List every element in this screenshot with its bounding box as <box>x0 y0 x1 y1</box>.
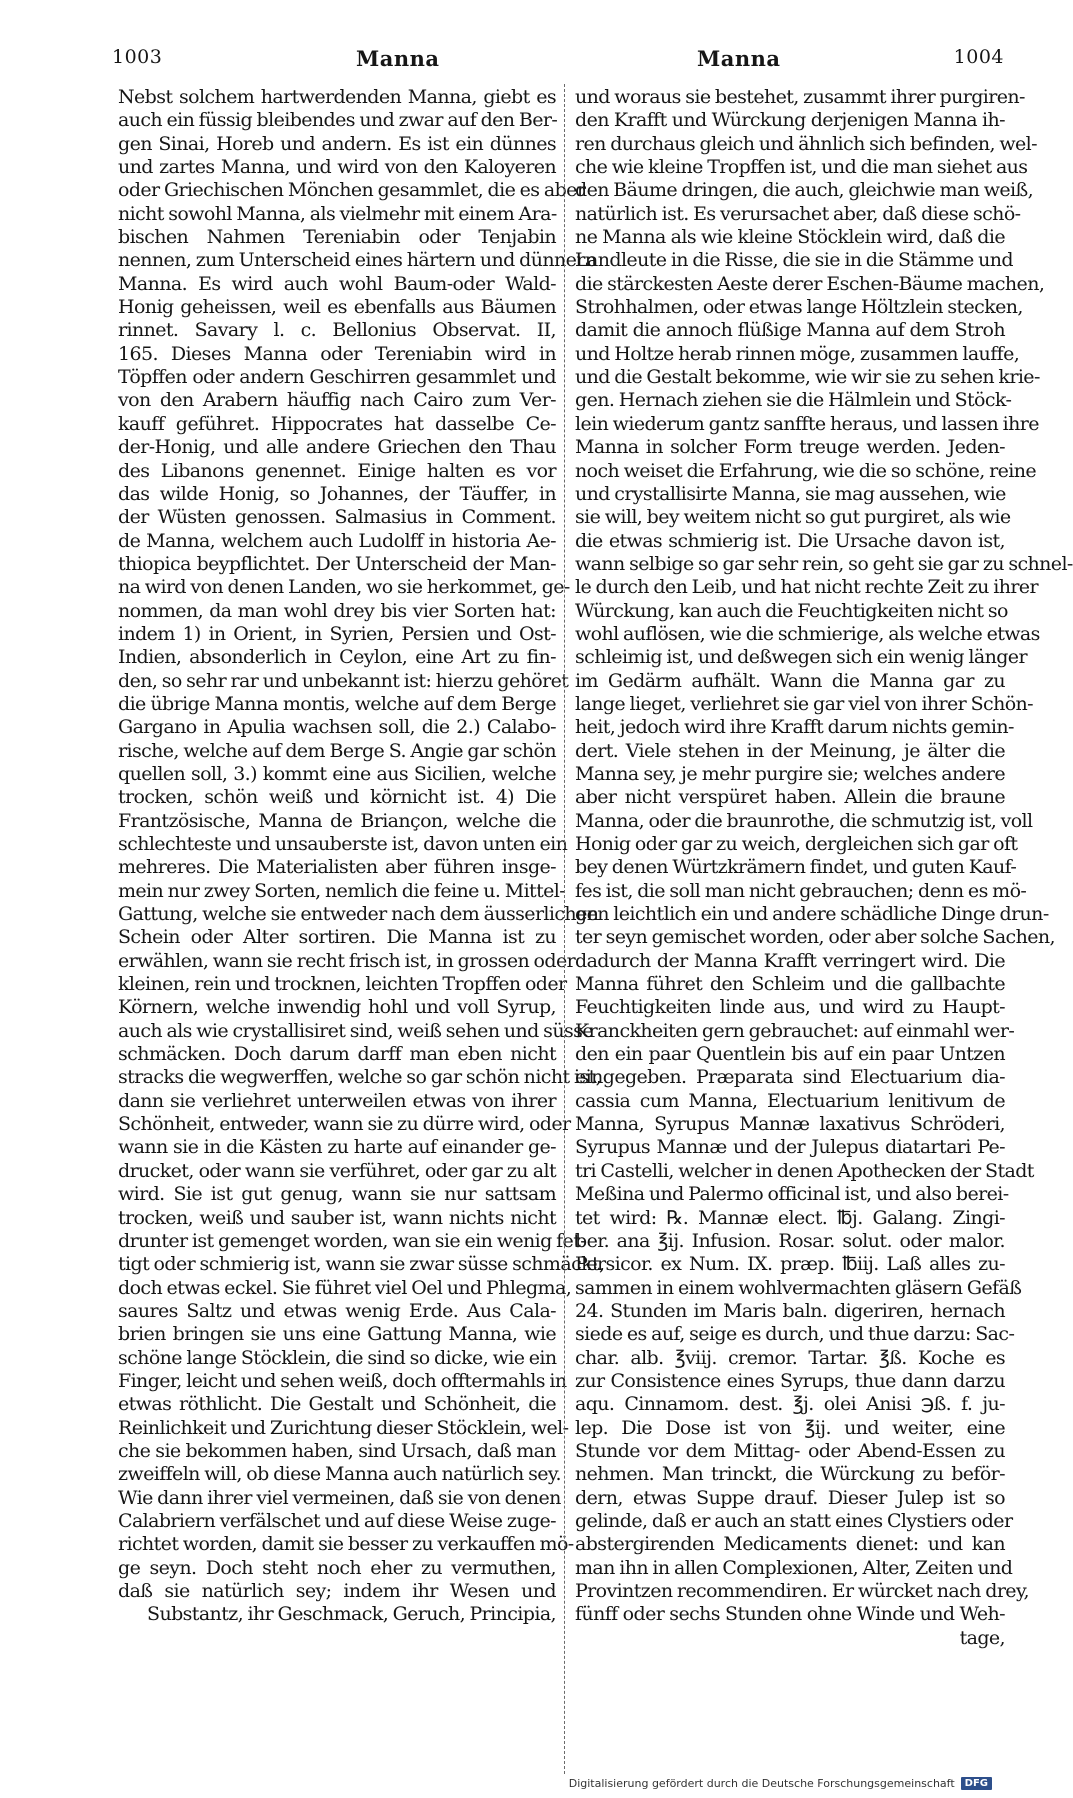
text-line: brien bringen sie uns eine Gattung Manna, wie <box>118 1323 556 1346</box>
text-line: Manna, Syrupus Mannæ laxativus Schröderi, <box>575 1113 1005 1136</box>
text-line: Syrupus Mannæ und der Julepus diatartari Pe- <box>575 1136 1005 1159</box>
text-line: rische, welche auf dem Berge S. Angie gar schön <box>118 739 556 762</box>
text-line: dadurch der Manna Krafft verringert wird. Die <box>575 949 1005 972</box>
text-line: Würckung, kan auch die Feuchtigkeiten nicht so <box>575 599 1008 622</box>
text-line: Manna sey, je mehr purgire sie; welches andere <box>575 762 1005 785</box>
text-line: sie will, bey weitem nicht so gut purgiret, als wie <box>575 506 1011 529</box>
text-line: gen leichtlich ein und andere schädliche Dinge drun- <box>575 903 1049 926</box>
text-line: wohl auflösen, wie die schmierige, als welche etwas <box>575 622 1040 645</box>
text-line: 24. Stunden im Maris baln. digeriren, hernach <box>575 1299 1005 1322</box>
text-line: etwas röthlicht. Die Gestalt und Schönheit, die <box>118 1393 556 1416</box>
text-line: thiopica beypflichtet. Der Unterscheid der Man- <box>118 552 556 575</box>
text-line: fes ist, die soll man nicht gebrauchen; denn es mö- <box>575 879 1027 902</box>
text-line: zur Consistence eines Syrups, thue dann darzu <box>575 1369 1005 1392</box>
text-line: auch ein füssig bleibendes und zwar auf den Ber- <box>118 109 558 132</box>
text-line: stracks die wegwerffen, welche so gar schön nicht ist, <box>118 1066 602 1089</box>
text-line: Nebst solchem hartwerdenden Manna, giebt es <box>118 86 556 108</box>
text-line: Finger, leicht und sehen weiß, doch offtermahls in <box>118 1369 567 1392</box>
text-line: und die Gestalt bekomme, wie wir sie zu sehen krie- <box>575 366 1040 389</box>
text-line: lein wiederum gantz sanffte heraus, und lassen ihre <box>575 412 1039 435</box>
page-header <box>112 40 1004 80</box>
text-line: drucket, oder wann sie verführet, oder gar zu alt <box>118 1159 556 1182</box>
text-line: Substantz, ihr Geschmack, Geruch, Principia, <box>147 1603 556 1626</box>
text-line: oder Griechischen Mönchen gesammlet, die es aber <box>118 179 586 202</box>
text-line: 165. Dieses Manna oder Tereniabin wird in <box>118 342 556 365</box>
text-line: che sie bekommen haben, sind Ursach, daß man <box>118 1439 556 1462</box>
text-line: eingegeben. Præparata sind Electuarium dia- <box>575 1066 1005 1089</box>
text-line: ne Manna als wie kleine Stöcklein wird, daß die <box>575 226 1005 249</box>
text-line: rinnet. Savary l. c. Bellonius Observat. II, <box>118 319 556 342</box>
text-line: dern, etwas Suppe drauf. Dieser Julep ist so <box>575 1486 1005 1509</box>
text-line: drunter ist gemenget worden, wan sie ein wenig fet- <box>118 1229 587 1252</box>
text-line: nommen, da man wohl drey bis vier Sorten hat: <box>118 599 556 622</box>
text-line: des Libanons genennet. Einige halten es vor <box>118 459 556 482</box>
text-line: mein nur zwey Sorten, nemlich die feine u. Mittel- <box>118 879 566 902</box>
text-line: Provintzen recommendiren. Er würcket nach drey, <box>575 1580 1029 1602</box>
text-line: gen. Hernach ziehen sie die Hälmlein und Stöck- <box>575 389 1012 412</box>
text-line: dann sie verliehret unterweilen etwas von ihrer <box>118 1089 556 1112</box>
text-line: Honig geheissen, weil es ebenfalls aus Bäumen <box>118 296 556 319</box>
text-line: Indien, absonderlich in Ceylon, eine Art zu fin- <box>118 646 556 669</box>
text-line: daß sie natürlich sey; indem ihr Wesen und <box>118 1580 556 1602</box>
page-number-right: 1004 <box>953 46 1004 68</box>
running-title-right: Manna <box>697 46 781 71</box>
text-column-right <box>575 86 1073 1762</box>
text-line: indem 1) in Orient, in Syrien, Persien und Ost- <box>118 622 556 645</box>
text-line: schmäcken. Doch darum darff man eben nicht <box>118 1043 556 1066</box>
text-line: die stärckesten Aeste derer Eschen-Bäume machen, <box>575 272 1045 295</box>
text-line: tri Castelli, welcher in denen Apothecken der Stadt <box>575 1159 1034 1182</box>
text-line: trocken, schön weiß und körnicht ist. 4) Die <box>118 786 556 809</box>
text-line: den, so sehr rar und unbekannt ist: hierzu gehöret <box>118 669 569 692</box>
text-line: zweiffeln will, ob diese Manna auch natürlich sey. <box>118 1463 561 1486</box>
text-line: Frantzösische, Manna de Briançon, welche die <box>118 809 556 832</box>
text-line: Manna in solcher Form treuge werden. Jeden- <box>575 436 1005 459</box>
text-line: Honig oder gar zu weich, dergleichen sich gar oft <box>575 833 1018 855</box>
text-line: Feuchtigkeiten linde aus, und wird zu Haupt- <box>575 996 1005 1019</box>
text-line: quellen soll, 3.) kommt eine aus Sicilien, welche <box>118 762 556 785</box>
text-line: Schein oder Alter sortiren. Die Manna ist zu <box>118 926 556 949</box>
text-line: schlechteste und unsauberste ist, davon unten ein <box>118 833 568 855</box>
text-line: erwählen, wann sie recht frisch ist, in grossen oder <box>118 949 576 972</box>
text-line: fünff oder sechs Stunden ohne Winde und Weh- <box>575 1603 1005 1626</box>
text-line: kleinen, rein und trocknen, leichten Tropffen oder <box>118 973 567 996</box>
text-line: wann selbige so gar sehr rein, so geht sie gar zu schnel- <box>575 552 1073 575</box>
text-line: Reinlichkeit und Zurichtung dieser Stöcklein, wel- <box>118 1416 569 1439</box>
text-line: ter seyn gemischet worden, oder aber solche Sachen, <box>575 926 1055 949</box>
text-line: auch als wie crystallisiret sind, weiß sehen und süsse <box>118 1019 593 1042</box>
text-line: schöne lange Stöcklein, die sind so dicke, wie ein <box>118 1346 557 1369</box>
text-line: aber nicht verspüret haben. Allein die braune <box>575 786 1005 809</box>
text-line: gelinde, daß er auch an statt eines Clystiers oder <box>575 1509 1013 1532</box>
text-line: damit die annoch flüßige Manna auf dem Stroh <box>575 319 1005 342</box>
text-line: Manna, oder die braunrothe, die schmutzig ist, voll <box>575 809 1033 832</box>
digitization-footer <box>569 1777 992 1790</box>
text-line: na wird von denen Landen, wo sie herkommet, ge- <box>118 576 570 599</box>
text-line: dert. Viele stehen in der Meinung, je älter die <box>575 739 1005 762</box>
text-line: Gattung, welche sie entweder nach dem äusserlichen <box>118 903 599 926</box>
text-line: nicht sowohl Manna, als vielmehr mit einem Ara- <box>118 202 557 225</box>
text-line: richtet worden, damit sie besser zu verkauffen mö- <box>118 1533 574 1556</box>
text-line: Persicor. ex Num. IX. præp. ℔iij. Laß alles zu- <box>575 1253 1005 1276</box>
text-line: das wilde Honig, so Johannes, der Täuffer, in <box>118 482 556 505</box>
text-line: den Krafft und Würckung derjenigen Manna ih- <box>575 109 1005 132</box>
text-line: lep. Die Dose ist von ℥ij. und weiter, eine <box>575 1416 1005 1439</box>
text-line: Calabriern verfälschet und auf diese Weise zuge- <box>118 1509 556 1532</box>
text-line: kauff geführet. Hippocrates hat dasselbe Ce- <box>118 412 556 435</box>
text-line: Manna. Es wird auch wohl Baum-oder Wald- <box>118 272 556 295</box>
text-line: noch weiset die Erfahrung, wie die so schöne, reine <box>575 459 1037 482</box>
text-line: den ein paar Quentlein bis auf ein paar Untzen <box>575 1043 1005 1066</box>
text-line: natürlich ist. Es verursachet aber, daß diese schö- <box>575 202 1021 225</box>
text-line: saures Saltz und etwas wenig Erde. Aus Cala- <box>118 1299 556 1322</box>
text-line: und woraus sie bestehet, zusammt ihrer purgiren- <box>575 86 1025 108</box>
text-line: che wie kleine Tropffen ist, und die man siehet aus <box>575 156 1028 179</box>
text-line: Gargano in Apulia wachsen soll, die 2.) Calabo- <box>118 716 556 739</box>
funding-credit: Digitalisierung gefördert durch die Deutsche Forschungsgemeinschaft <box>568 1777 955 1790</box>
text-line: wird. Sie ist gut genug, wann sie nur sattsam <box>118 1183 556 1206</box>
text-line: bischen Nahmen Tereniabin oder Tenjabin <box>118 226 556 249</box>
text-line: aqu. Cinnamom. dest. ℥j. olei Anisi ℈ß. f. ju- <box>575 1393 1005 1416</box>
text-line: von den Arabern häuffig nach Cairo zum Ver- <box>118 389 556 412</box>
text-line: siede es auf, seige es durch, und thue darzu: Sac- <box>575 1323 1015 1346</box>
text-line: Landleute in die Risse, die sie in die Stämme und <box>575 249 1013 272</box>
text-line: die übrige Manna montis, welche auf dem Berge <box>118 692 556 715</box>
text-line: Schönheit, entweder, wann sie zu dürre wird, oder <box>118 1113 571 1136</box>
text-line: der-Honig, und alle andere Griechen den Thau <box>118 436 556 459</box>
text-line: mehreres. Die Materialisten aber führen insge- <box>118 856 556 879</box>
text-line: wann sie in die Kästen zu harte auf einander ge- <box>118 1136 556 1159</box>
text-line: de Manna, welchem auch Ludolff in historia Ae- <box>118 529 556 552</box>
text-line: ge seyn. Doch steht noch eher zu vermuthen, <box>118 1556 556 1579</box>
text-column-left <box>118 86 605 1762</box>
text-line: und crystallisirte Manna, sie mag aussehen, wie <box>575 482 1006 505</box>
text-line: tage, <box>959 1626 1005 1649</box>
text-line: le durch den Leib, und hat nicht rechte Zeit zu ihrer <box>575 576 1038 599</box>
text-line: bey denen Würtzkrämern findet, und guten Kauf- <box>575 856 1017 879</box>
text-line: den Bäume dringen, die auch, gleichwie man weiß, <box>575 179 1034 202</box>
text-line: gen Sinai, Horeb und andern. Es ist ein dünnes <box>118 132 556 155</box>
text-line: Körnern, welche inwendig hohl und voll Syrup, <box>118 996 556 1019</box>
text-line: nennen, zum Unterscheid eines härtern und dünnern <box>118 249 597 272</box>
running-title-left: Manna <box>356 46 440 71</box>
dfg-logo: DFG <box>961 1777 992 1790</box>
text-line: Wie dann ihrer viel vermeinen, daß sie von denen <box>118 1486 561 1509</box>
text-line: nehmen. Man trinckt, die Würckung zu beför- <box>575 1463 1005 1486</box>
text-line: abstergirenden Medicaments dienet: und kan <box>575 1533 1005 1556</box>
text-line: sammen in einem wohlvermachten gläsern Gefäß <box>575 1276 1022 1299</box>
text-line: man ihn in allen Complexionen, Alter, Zeiten und <box>575 1556 1013 1579</box>
page-number-left: 1003 <box>112 46 163 68</box>
text-line: und zartes Manna, und wird von den Kaloyeren <box>118 156 556 179</box>
text-line: char. alb. ℥viij. cremor. Tartar. ℥ß. Koche es <box>575 1346 1005 1369</box>
text-line: die etwas schmierig ist. Die Ursache davon ist, <box>575 529 1005 552</box>
text-line: ren durchaus gleich und ähnlich sich befinden, wel- <box>575 132 1037 155</box>
text-line: Manna führet den Schleim und die gallbachte <box>575 973 1005 996</box>
text-line: trocken, weiß und sauber ist, wann nichts nicht <box>118 1206 556 1229</box>
text-line: und Holtze herab rinnen möge, zusammen lauffe, <box>575 342 1020 365</box>
text-line: Meßina und Palermo officinal ist, und also berei- <box>575 1183 1009 1206</box>
text-line: cassia cum Manna, Electuarium lenitivum de <box>575 1089 1005 1112</box>
text-line: schleimig ist, und deßwegen sich ein wenig länger <box>575 646 1027 669</box>
text-line: heit, jedoch wird ihre Krafft darum nichts gemin- <box>575 716 1014 739</box>
text-line: im Gedärm aufhält. Wann die Manna gar zu <box>575 669 1005 692</box>
text-line: Strohhalmen, oder etwas lange Höltzlein stecken, <box>575 296 1023 319</box>
text-line: lange lieget, verliehret sie gar viel von ihrer Schön- <box>575 692 1033 715</box>
text-line: tet wird: ℞. Mannæ elect. ℔j. Galang. Zingi- <box>575 1206 1005 1229</box>
text-line: Töpffen oder andern Geschirren gesammlet und <box>118 366 556 389</box>
text-line: tigt oder schmierig ist, wann sie zwar süsse schmäckt, <box>118 1253 605 1276</box>
text-line: Kranckheiten gern gebrauchet: auf einmahl wer- <box>575 1019 1015 1042</box>
text-line: Stunde vor dem Mittag- oder Abend-Essen zu <box>575 1439 1005 1462</box>
text-line: ber. ana ℥ij. Infusion. Rosar. solut. oder malor. <box>575 1229 1005 1252</box>
column-divider <box>564 84 565 1774</box>
text-line: der Wüsten genossen. Salmasius in Comment. <box>118 506 556 529</box>
text-line: doch etwas eckel. Sie führet viel Oel und Phlegma, <box>118 1276 572 1299</box>
